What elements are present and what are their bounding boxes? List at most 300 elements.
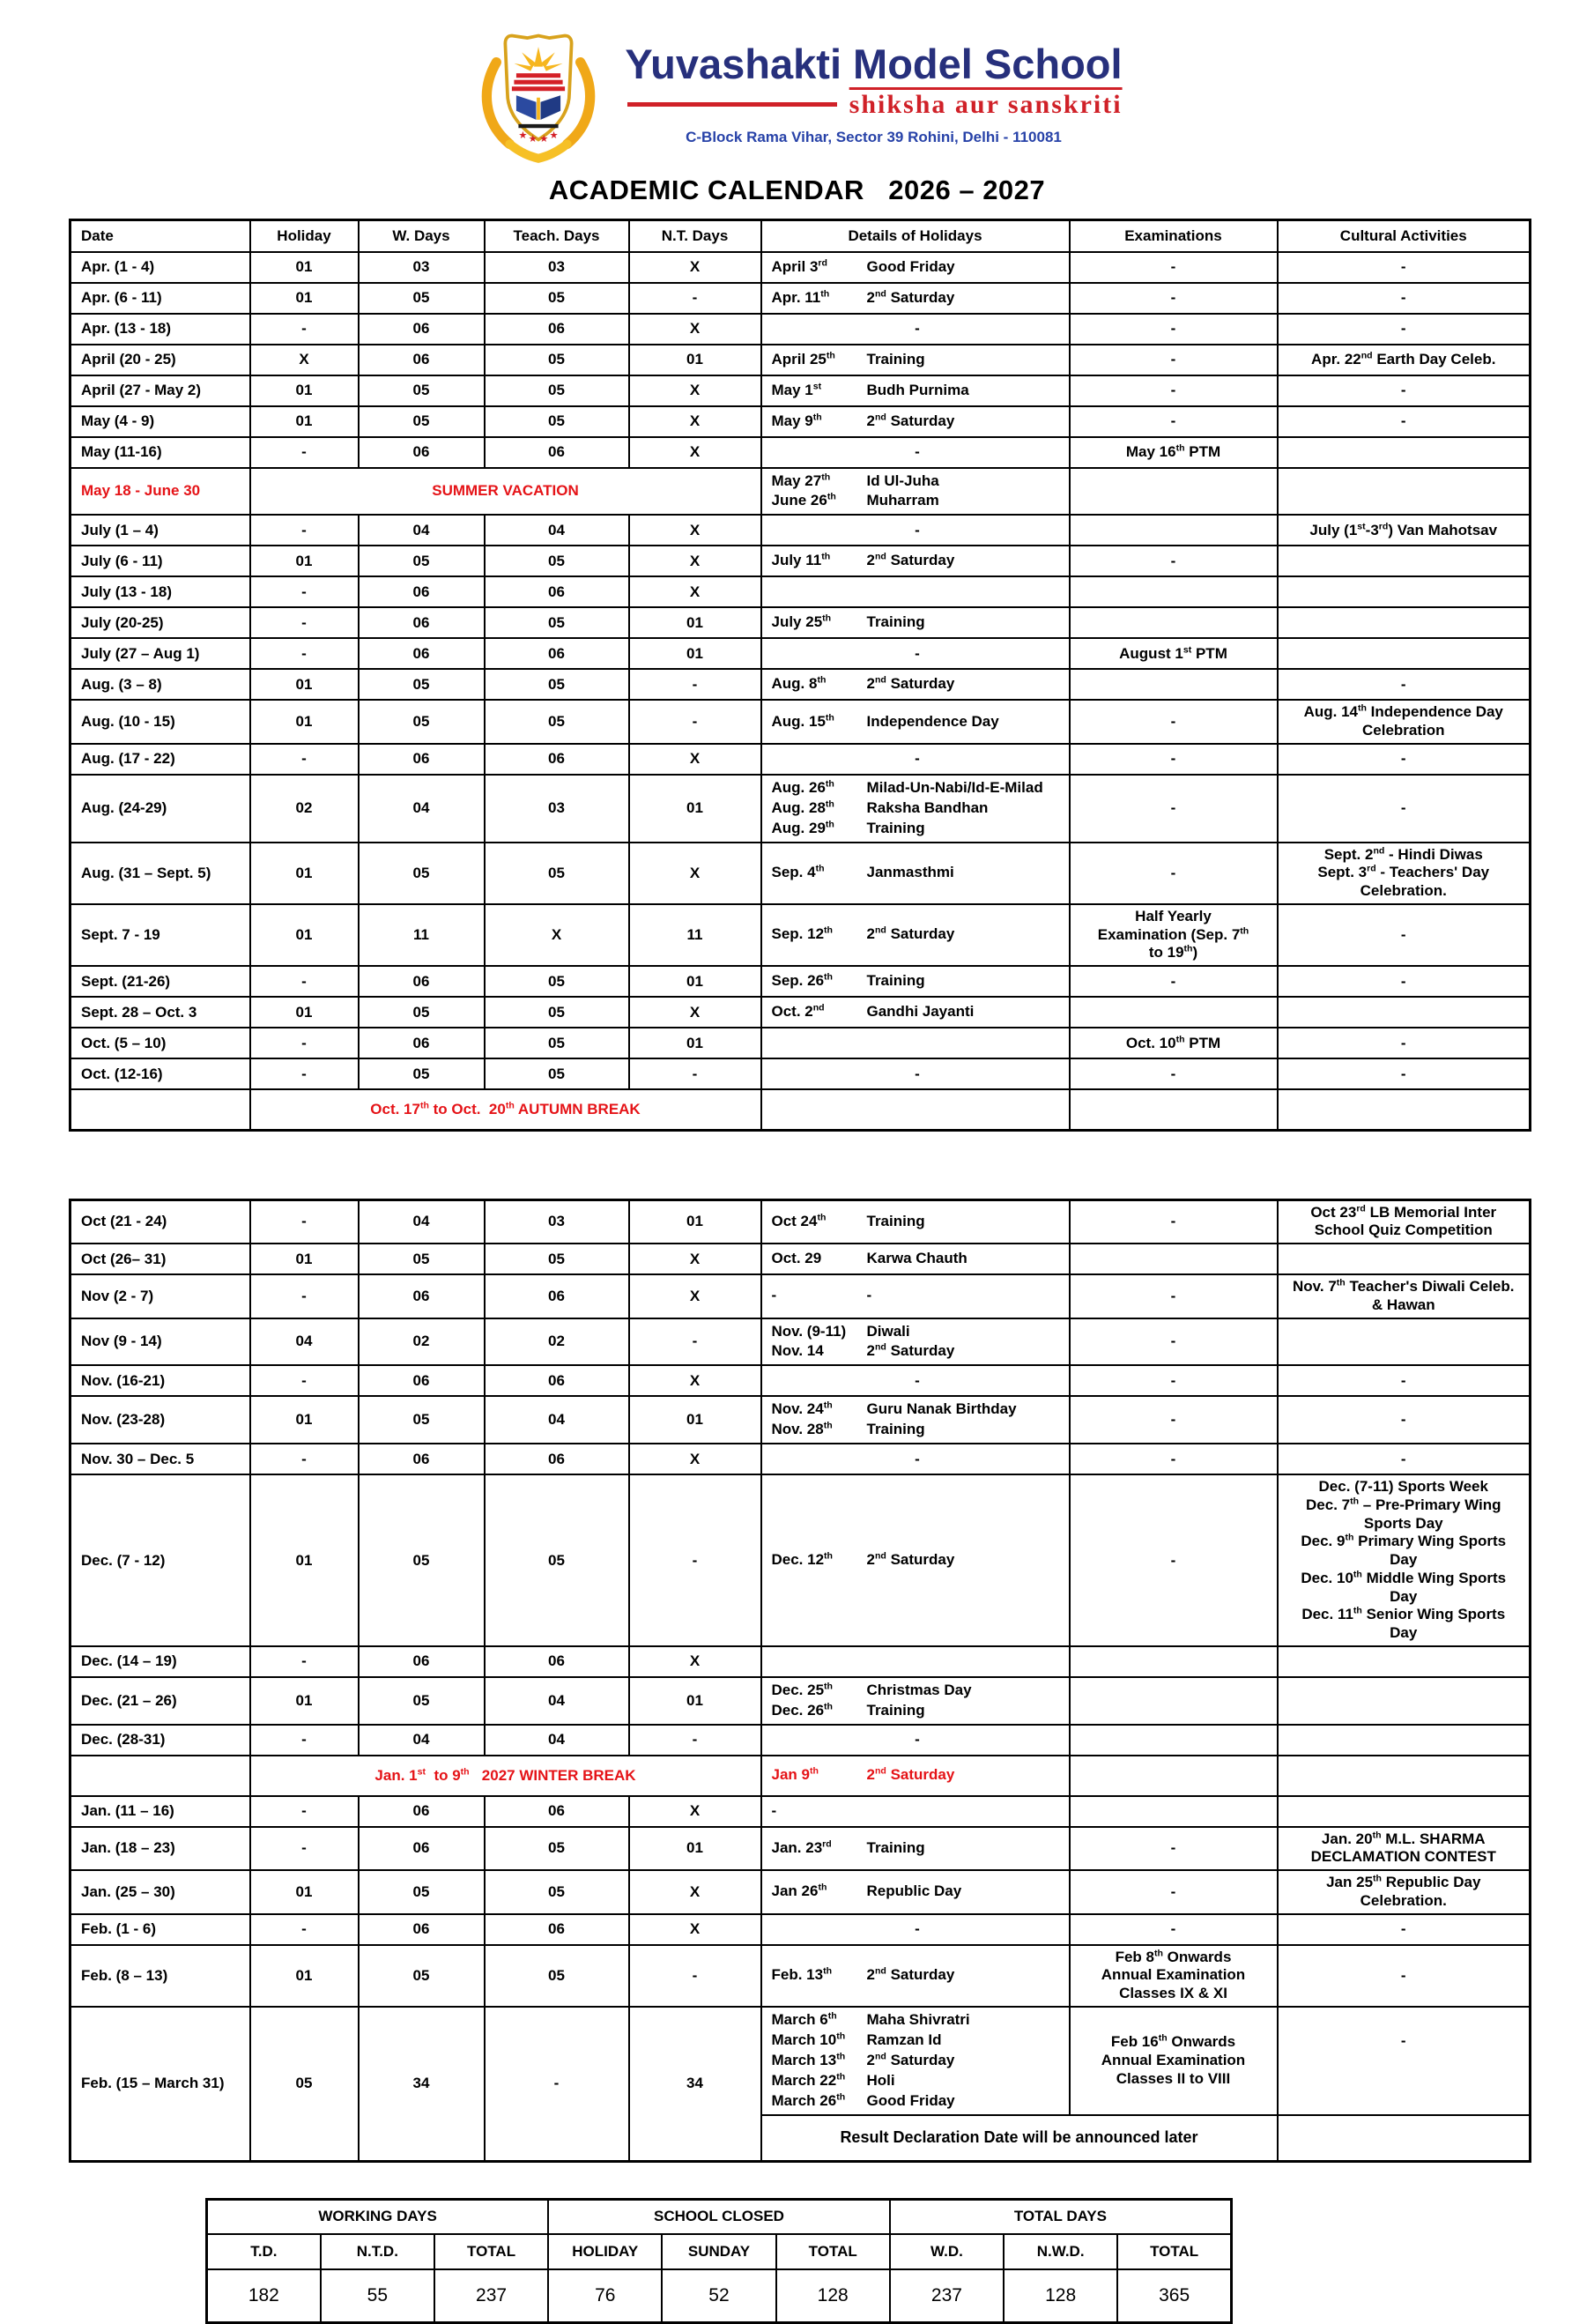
holiday-count-cell: 01 <box>250 1677 359 1725</box>
teaching-days-cell: 05 <box>485 406 629 437</box>
cultural-activities-cell <box>1278 1244 1531 1274</box>
non-teaching-days-cell: X <box>629 252 761 283</box>
holiday-date: Nov. 24th <box>771 1400 833 1418</box>
holiday-count-cell: - <box>250 1914 359 1945</box>
teaching-days-cell: 05 <box>485 669 629 700</box>
holiday-details-cell <box>761 1827 1070 1870</box>
teaching-days-cell: 05 <box>485 283 629 314</box>
non-teaching-days-cell: X <box>629 1646 761 1677</box>
date-cell: Sept. 7 - 19 <box>70 904 250 966</box>
cultural-activities-cell: - <box>1278 314 1531 345</box>
page-title: ACADEMIC CALENDAR 2026 – 2027 <box>548 174 1046 205</box>
holiday-name: Training <box>866 1839 925 1856</box>
working-days-cell: 05 <box>359 1474 485 1646</box>
date-cell: Dec. (7 - 12) <box>70 1474 250 1646</box>
examinations-cell <box>1070 1796 1278 1827</box>
holiday-name: Training <box>866 819 925 836</box>
holiday-name: Guru Nanak Birthday <box>866 1400 1017 1418</box>
cultural-activities-cell: - <box>1278 1396 1531 1444</box>
non-teaching-days-cell: - <box>629 1725 761 1756</box>
table-row <box>70 1646 1531 1677</box>
holiday-details-cell <box>761 345 1070 375</box>
holiday-date: Aug. 26th <box>771 778 834 796</box>
working-days-cell: 06 <box>359 1028 485 1058</box>
table-row <box>70 546 1531 576</box>
svg-text:★: ★ <box>518 130 528 142</box>
cultural-activities-cell <box>1278 1677 1531 1725</box>
table-row <box>70 638 1531 669</box>
cultural-activities-cell: - <box>1278 966 1531 997</box>
teaching-days-cell: 05 <box>485 1827 629 1870</box>
school-text-block <box>625 42 1122 145</box>
holiday-details-cell <box>761 406 1070 437</box>
cultural-activities-cell <box>1278 1089 1531 1130</box>
holiday-date: Dec. 25th <box>771 1681 833 1698</box>
academic-calendar-table-2 <box>69 1199 1531 2163</box>
holiday-name: 2nd Saturday <box>866 1341 955 1360</box>
examinations-cell <box>1070 607 1278 638</box>
holiday-date: Sep. 26th <box>771 971 833 990</box>
holiday-count-cell: - <box>250 314 359 345</box>
summary-column-header: N.W.D. <box>1004 2234 1117 2269</box>
summary-value: 237 <box>434 2269 548 2322</box>
non-teaching-days-cell: 01 <box>629 1028 761 1058</box>
cultural-activities-cell <box>1278 607 1531 638</box>
cultural-activities-cell: - <box>1278 904 1531 966</box>
non-teaching-days-cell: X <box>629 314 761 345</box>
cultural-activities-cell: - <box>1278 775 1531 843</box>
cultural-activities-cell: Jan. 20th M.L. SHARMA DECLAMATION CONTEST <box>1278 1827 1531 1870</box>
table-row <box>70 2007 1531 2115</box>
column-header: Holiday <box>250 220 359 252</box>
cultural-activities-cell: - <box>1278 1028 1531 1058</box>
holiday-date: March 22th <box>771 2071 846 2089</box>
cultural-activities-cell: Jan 25th Republic Day Celebration. <box>1278 1870 1531 1913</box>
non-teaching-days-cell: X <box>629 1244 761 1274</box>
holiday-name: Karwa Chauth <box>866 1250 968 1267</box>
holiday-name: Training <box>866 1701 925 1719</box>
examinations-cell: - <box>1070 283 1278 314</box>
table-row <box>70 700 1531 743</box>
table-row <box>70 1474 1531 1646</box>
holiday-name: 2nd Saturday <box>866 674 955 693</box>
non-teaching-days-cell: - <box>629 669 761 700</box>
holiday-name: Independence Day <box>866 712 999 730</box>
holiday-date: March 26th <box>771 2090 846 2109</box>
table-row <box>70 283 1531 314</box>
holiday-details-cell: - <box>761 437 1070 468</box>
cultural-activities-cell: - <box>1278 669 1531 700</box>
holiday-date: - <box>771 1801 777 1819</box>
examinations-cell: - <box>1070 1444 1278 1474</box>
holiday-count-cell: 01 <box>250 283 359 314</box>
holiday-date: July 25th <box>771 613 832 631</box>
examinations-cell: Half Yearly Examination (Sep. 7th to 19th) <box>1070 904 1278 966</box>
table-row <box>70 843 1531 904</box>
table-row <box>70 1058 1531 1089</box>
summary-group-header: WORKING DAYS <box>207 2199 549 2234</box>
holiday-name: Muharram <box>866 492 939 509</box>
holiday-details-cell: - <box>761 515 1070 546</box>
non-teaching-days-cell: 11 <box>629 904 761 966</box>
examinations-cell <box>1070 515 1278 546</box>
non-teaching-days-cell: 01 <box>629 345 761 375</box>
holiday-count-cell: 01 <box>250 406 359 437</box>
holiday-name: Good Friday <box>866 257 955 275</box>
holiday-count-cell: 01 <box>250 1396 359 1444</box>
holiday-details-cell <box>761 1796 1070 1827</box>
holiday-name <box>867 1801 1064 1822</box>
working-days-cell: 05 <box>359 700 485 743</box>
table-row <box>70 1914 1531 1945</box>
holiday-date: April 25th <box>771 349 835 368</box>
teaching-days-cell: 02 <box>485 1318 629 1366</box>
non-teaching-days-cell: 01 <box>629 638 761 669</box>
teaching-days-cell: 06 <box>485 1646 629 1677</box>
working-days-cell: 06 <box>359 314 485 345</box>
summary-value: 237 <box>890 2269 1004 2322</box>
date-cell: Oct. (12-16) <box>70 1058 250 1089</box>
summary-column-header: SUNDAY <box>662 2234 775 2269</box>
cultural-activities-cell: - <box>1278 406 1531 437</box>
summary-column-header: HOLIDAY <box>548 2234 662 2269</box>
holiday-details-cell <box>761 375 1070 406</box>
summary-value: 52 <box>662 2269 775 2322</box>
holiday-date: Oct 24th <box>771 1212 827 1229</box>
holiday-count-cell: - <box>250 966 359 997</box>
teaching-days-cell: 06 <box>485 437 629 468</box>
table-row <box>70 1444 1531 1474</box>
holiday-details-cell: - <box>761 744 1070 775</box>
teaching-days-cell: 05 <box>485 1028 629 1058</box>
teaching-days-cell: 05 <box>485 966 629 997</box>
working-days-cell: 05 <box>359 1870 485 1913</box>
summary-value: 128 <box>1004 2269 1117 2322</box>
examinations-cell: - <box>1070 1318 1278 1366</box>
non-teaching-days-cell: X <box>629 437 761 468</box>
date-cell: May (4 - 9) <box>70 406 250 437</box>
result-note: Result Declaration Date will be announced later <box>761 2115 1278 2162</box>
calendar-table-term2-container <box>0 1199 1594 2163</box>
holiday-details-cell <box>761 1396 1070 1444</box>
examinations-cell: - <box>1070 966 1278 997</box>
cultural-activities-cell: Apr. 22nd Earth Day Celeb. <box>1278 345 1531 375</box>
examinations-cell: August 1st PTM <box>1070 638 1278 669</box>
holiday-date: Oct. 29 <box>771 1250 822 1267</box>
holiday-name: Training <box>866 1212 925 1229</box>
holiday-date: Aug. 29th <box>771 819 834 836</box>
working-days-cell: 06 <box>359 345 485 375</box>
table-row <box>70 437 1531 468</box>
examinations-cell: Feb 16th Onwards Annual Examination Classes II to VIII <box>1070 2007 1278 2115</box>
holiday-date: Jan. 23rd <box>771 1838 832 1856</box>
school-header <box>0 0 1594 164</box>
non-teaching-days-cell: - <box>629 1474 761 1646</box>
working-days-cell: 06 <box>359 1796 485 1827</box>
summary-values-row <box>207 2269 1232 2322</box>
column-header: W. Days <box>359 220 485 252</box>
non-teaching-days-cell: 01 <box>629 1396 761 1444</box>
table-row <box>70 1725 1531 1756</box>
holiday-details-cell: - <box>761 1725 1070 1756</box>
examinations-cell <box>1070 468 1278 516</box>
non-teaching-days-cell: 01 <box>629 966 761 997</box>
examinations-cell: - <box>1070 1396 1278 1444</box>
examinations-cell <box>1070 1089 1278 1130</box>
date-cell: Aug. (17 - 22) <box>70 744 250 775</box>
holiday-date: Sep. 4th <box>771 863 825 881</box>
working-days-cell: 11 <box>359 904 485 966</box>
non-teaching-days-cell: X <box>629 375 761 406</box>
holiday-name: 2nd Saturday <box>866 1550 955 1569</box>
holiday-count-cell: - <box>250 1274 359 1318</box>
holiday-count-cell: - <box>250 437 359 468</box>
examinations-cell <box>1070 1756 1278 1796</box>
school-logo-icon <box>471 25 605 164</box>
non-teaching-days-cell: - <box>629 1058 761 1089</box>
summary-column-header: TOTAL <box>1117 2234 1231 2269</box>
holiday-date: April 3rd <box>771 256 827 275</box>
cultural-activities-cell: - <box>1278 1365 1531 1396</box>
holiday-name: Training <box>866 613 925 631</box>
teaching-days-cell: 03 <box>485 252 629 283</box>
non-teaching-days-cell: - <box>629 1945 761 2007</box>
column-header: N.T. Days <box>629 220 761 252</box>
table-row <box>70 406 1531 437</box>
non-teaching-days-cell: 01 <box>629 1199 761 1244</box>
holiday-count-cell: 04 <box>250 1318 359 1366</box>
working-days-cell: 06 <box>359 1827 485 1870</box>
working-days-cell: 06 <box>359 1914 485 1945</box>
table-row <box>70 966 1531 997</box>
examinations-cell <box>1070 997 1278 1028</box>
summary-column-header: TOTAL <box>434 2234 548 2269</box>
teaching-days-cell: 04 <box>485 1396 629 1444</box>
examinations-cell: - <box>1070 345 1278 375</box>
holiday-count-cell: - <box>250 515 359 546</box>
summary-group-row <box>207 2199 1232 2234</box>
holiday-count-cell: 01 <box>250 375 359 406</box>
holiday-date: Aug. 15th <box>771 711 834 730</box>
tagline-rule <box>627 102 837 107</box>
holiday-count-cell: 01 <box>250 997 359 1028</box>
examinations-cell <box>1070 1646 1278 1677</box>
working-days-cell: 05 <box>359 1244 485 1274</box>
holiday-date: March 6th <box>771 2010 837 2028</box>
holiday-details-cell <box>761 1244 1070 1274</box>
holiday-details-cell: - <box>761 1444 1070 1474</box>
school-tagline: shiksha aur sanskriti <box>849 89 1123 119</box>
date-cell: Sept. 28 – Oct. 3 <box>70 997 250 1028</box>
working-days-cell: 05 <box>359 375 485 406</box>
table-row <box>70 1365 1531 1396</box>
date-cell: Apr. (1 - 4) <box>70 252 250 283</box>
working-days-cell: 06 <box>359 1365 485 1396</box>
date-cell: Oct (21 - 24) <box>70 1199 250 1244</box>
holiday-details-cell <box>761 252 1070 283</box>
holiday-date: Dec. 26th <box>771 1701 833 1719</box>
holiday-date: Apr. 11th <box>771 287 830 306</box>
working-days-cell: 05 <box>359 1396 485 1444</box>
date-cell: Sept. (21-26) <box>70 966 250 997</box>
working-days-cell: 05 <box>359 1677 485 1725</box>
non-teaching-days-cell: X <box>629 406 761 437</box>
holiday-name: Ramzan Id <box>866 2031 942 2048</box>
holiday-details-cell: - <box>761 1058 1070 1089</box>
holiday-date: Jan 9th <box>771 1765 819 1784</box>
examinations-cell: - <box>1070 1058 1278 1089</box>
cultural-activities-cell <box>1278 2115 1531 2162</box>
date-cell: May (11-16) <box>70 437 250 468</box>
cultural-activities-cell <box>1278 1318 1531 1366</box>
examinations-cell: - <box>1070 775 1278 843</box>
examinations-cell: - <box>1070 375 1278 406</box>
examinations-cell: - <box>1070 1274 1278 1318</box>
cultural-activities-cell: Dec. (7-11) Sports Week Dec. 7th – Pre-Primary Wing Sports Day Dec. 9th Primary Wing Sports Day Dec. 10th Middle Wing Sports Day Dec. 11th Senior Wing Sports Day <box>1278 1474 1531 1646</box>
table-row <box>70 997 1531 1028</box>
tagline-row <box>625 90 1122 120</box>
holiday-count-cell: X <box>250 345 359 375</box>
non-teaching-days-cell: X <box>629 576 761 607</box>
holiday-count-cell: 01 <box>250 1474 359 1646</box>
holiday-details-cell <box>761 1199 1070 1244</box>
table-row <box>70 1199 1531 1244</box>
date-cell <box>70 1089 250 1130</box>
holiday-name: 2nd Saturday <box>866 411 955 429</box>
holiday-count-cell: 01 <box>250 1244 359 1274</box>
working-days-cell: 06 <box>359 966 485 997</box>
holiday-count-cell: - <box>250 1796 359 1827</box>
holiday-count-cell: 01 <box>250 669 359 700</box>
non-teaching-days-cell: 01 <box>629 1827 761 1870</box>
cultural-activities-cell <box>1278 1756 1531 1796</box>
holiday-count-cell: 05 <box>250 2007 359 2161</box>
summary-value: 365 <box>1117 2269 1231 2322</box>
date-cell: Oct (26– 31) <box>70 1244 250 1274</box>
teaching-days-cell: 05 <box>485 1474 629 1646</box>
date-cell: July (6 - 11) <box>70 546 250 576</box>
table-row <box>70 576 1531 607</box>
holiday-name: - <box>866 1287 872 1304</box>
date-cell: April (20 - 25) <box>70 345 250 375</box>
cultural-activities-cell <box>1278 546 1531 576</box>
table-row <box>70 904 1531 966</box>
date-cell: July (20-25) <box>70 607 250 638</box>
working-days-cell: 05 <box>359 283 485 314</box>
column-header: Details of Holidays <box>761 220 1070 252</box>
table-row <box>70 1827 1531 1870</box>
holiday-details-cell <box>761 283 1070 314</box>
teaching-days-cell: 06 <box>485 1365 629 1396</box>
teaching-days-cell: 05 <box>485 607 629 638</box>
working-days-cell: 04 <box>359 515 485 546</box>
cultural-activities-cell: Nov. 7th Teacher's Diwali Celeb. & Hawan <box>1278 1274 1531 1318</box>
teaching-days-cell: 05 <box>485 997 629 1028</box>
holiday-date: June 26th <box>771 491 836 509</box>
examinations-cell: Feb 8th Onwards Annual Examination Classes IX & XI <box>1070 1945 1278 2007</box>
cultural-activities-cell: - <box>1278 744 1531 775</box>
date-cell: Apr. (6 - 11) <box>70 283 250 314</box>
teaching-days-cell: X <box>485 904 629 966</box>
cultural-activities-cell <box>1278 437 1531 468</box>
holiday-details-cell: - <box>761 314 1070 345</box>
teaching-days-cell: 06 <box>485 744 629 775</box>
table-row <box>70 1870 1531 1913</box>
table-row <box>70 1274 1531 1318</box>
working-days-cell: 06 <box>359 576 485 607</box>
svg-text:★: ★ <box>529 132 538 145</box>
table-row <box>70 1945 1531 2007</box>
working-days-cell: 06 <box>359 744 485 775</box>
cultural-activities-cell: - <box>1278 1444 1531 1474</box>
summary-value: 55 <box>321 2269 434 2322</box>
holiday-name: Training <box>866 972 925 990</box>
holiday-name: Training <box>866 350 925 368</box>
calendar-header-row <box>70 220 1531 252</box>
non-teaching-days-cell: X <box>629 1796 761 1827</box>
working-days-cell: 05 <box>359 406 485 437</box>
cultural-activities-cell <box>1278 638 1531 669</box>
non-teaching-days-cell: X <box>629 1444 761 1474</box>
holiday-details-cell <box>761 966 1070 997</box>
cultural-activities-cell <box>1278 468 1531 516</box>
holiday-date: Nov. (9-11) <box>771 1322 847 1340</box>
teaching-days-cell: 03 <box>485 775 629 843</box>
holiday-count-cell: 01 <box>250 843 359 904</box>
cultural-activities-cell <box>1278 1646 1531 1677</box>
non-teaching-days-cell: X <box>629 546 761 576</box>
date-cell: July (1 – 4) <box>70 515 250 546</box>
non-teaching-days-cell: 01 <box>629 1677 761 1725</box>
date-cell: July (27 – Aug 1) <box>70 638 250 669</box>
holiday-name: Id Ul-Juha <box>866 471 939 489</box>
holiday-count-cell: - <box>250 576 359 607</box>
teaching-days-cell: 04 <box>485 515 629 546</box>
school-name: Yuvashakti Model School <box>625 41 1123 88</box>
holiday-count-cell: - <box>250 1827 359 1870</box>
teaching-days-cell: 06 <box>485 314 629 345</box>
holiday-name: Christmas Day <box>866 1681 972 1698</box>
holiday-count-cell: 01 <box>250 700 359 743</box>
column-header: Cultural Activities <box>1278 220 1531 252</box>
holiday-details-cell <box>761 1756 1070 1796</box>
cultural-activities-cell <box>1278 576 1531 607</box>
table-row <box>70 1756 1531 1796</box>
working-days-cell: 05 <box>359 997 485 1028</box>
cultural-activities-cell <box>1278 997 1531 1028</box>
holiday-name: Training <box>866 1421 925 1438</box>
examinations-cell <box>1070 1244 1278 1274</box>
teaching-days-cell: 05 <box>485 700 629 743</box>
holiday-name: 2nd Saturday <box>866 551 955 569</box>
holiday-date: Nov. 14 <box>771 1342 824 1360</box>
holiday-details-cell: - <box>761 638 1070 669</box>
holiday-date: Aug. 28th <box>771 798 834 816</box>
working-days-cell: 04 <box>359 1725 485 1756</box>
working-days-cell: 04 <box>359 775 485 843</box>
svg-text:★: ★ <box>539 132 549 145</box>
cultural-activities-cell: July (1st-3rd) Van Mahotsav <box>1278 515 1531 546</box>
holiday-count-cell: 01 <box>250 1945 359 2007</box>
date-cell: Feb. (8 – 13) <box>70 1945 250 2007</box>
teaching-days-cell: 06 <box>485 576 629 607</box>
holiday-date: - <box>771 1287 777 1304</box>
holiday-date: Oct. 2nd <box>771 1002 825 1021</box>
holiday-date: May 27th <box>771 471 831 489</box>
date-cell: Apr. (13 - 18) <box>70 314 250 345</box>
holiday-details-cell <box>761 997 1070 1028</box>
working-days-cell: 06 <box>359 1646 485 1677</box>
